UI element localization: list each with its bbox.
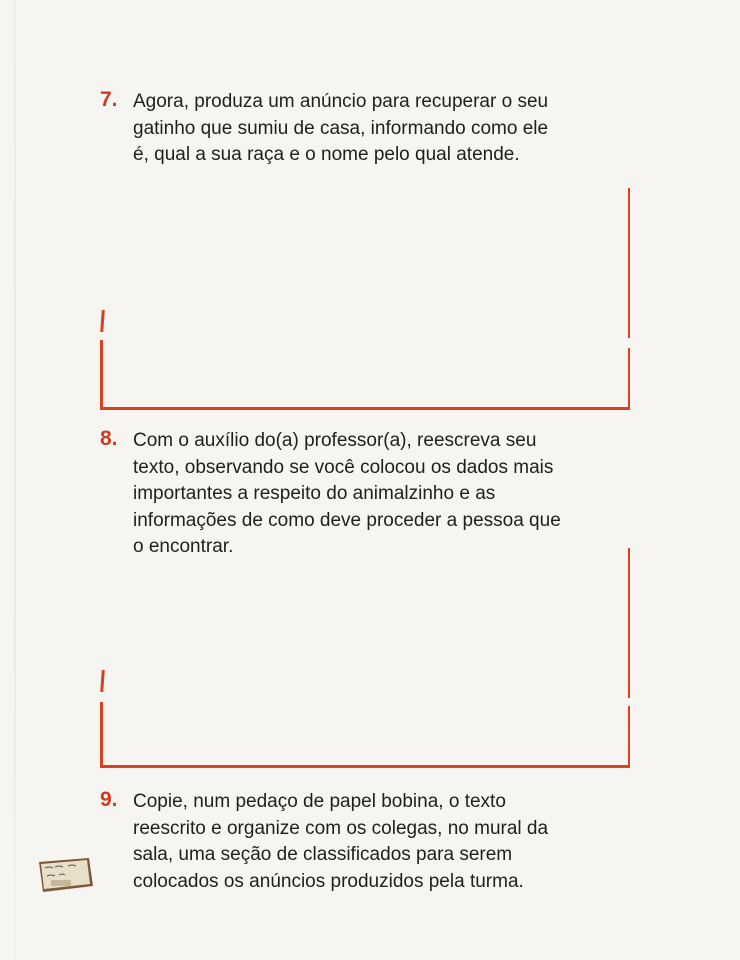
answer-box-7-left-tick [100, 310, 104, 332]
question-8-line-5: o encontrar. [133, 536, 234, 557]
question-8-line-3: importantes a respeito do animalzinho e as [133, 483, 496, 504]
question-7-line-3: é, qual a sua raça e o nome pelo qual atende. [133, 144, 520, 165]
question-9-text [133, 789, 633, 895]
question-8-line-1: Com o auxílio do(a) professor(a), reescreva seu [133, 430, 537, 451]
question-9-line-3: sala, uma seção de classificados para serem [133, 844, 513, 865]
question-7-number: 7. [100, 88, 118, 111]
question-7-line-2: gatinho que sumiu de casa, informando como ele [133, 117, 549, 139]
answer-box-8[interactable] [100, 548, 630, 768]
answer-box-8-right-border-lower [628, 706, 631, 768]
question-9-number: 9. [100, 788, 118, 811]
paper-note-icon [35, 856, 95, 894]
question-9-line-2: reescrito e organize com os colegas, no mural da [133, 817, 549, 839]
question-8-number: 8. [100, 427, 118, 450]
page-fold-shadow [14, 0, 16, 960]
answer-box-7-right-border-lower [628, 348, 631, 410]
answer-box-7[interactable] [100, 188, 630, 410]
question-9-line-4: colocados os anúncios produzidos pela turma. [133, 870, 524, 892]
question-9-line-1: Copie, num pedaço de papel bobina, o texto [133, 791, 506, 812]
question-7-text [133, 89, 633, 169]
answer-box-8-left-tick [100, 670, 104, 692]
answer-box-8-left-border [100, 702, 103, 768]
answer-box-7-right-border [628, 188, 631, 338]
question-8-text [133, 428, 633, 561]
question-8-line-2: texto, observando se você colocou os dados mais [133, 456, 554, 478]
answer-box-7-bottom-border [100, 407, 630, 410]
answer-box-7-left-border [100, 340, 103, 410]
answer-box-8-right-border [628, 548, 631, 698]
answer-box-8-bottom-border [100, 765, 630, 768]
question-8-line-4: informações de como deve proceder a pessoa que [133, 509, 561, 531]
question-7-line-1: Agora, produza um anúncio para recuperar o seu [133, 91, 549, 112]
